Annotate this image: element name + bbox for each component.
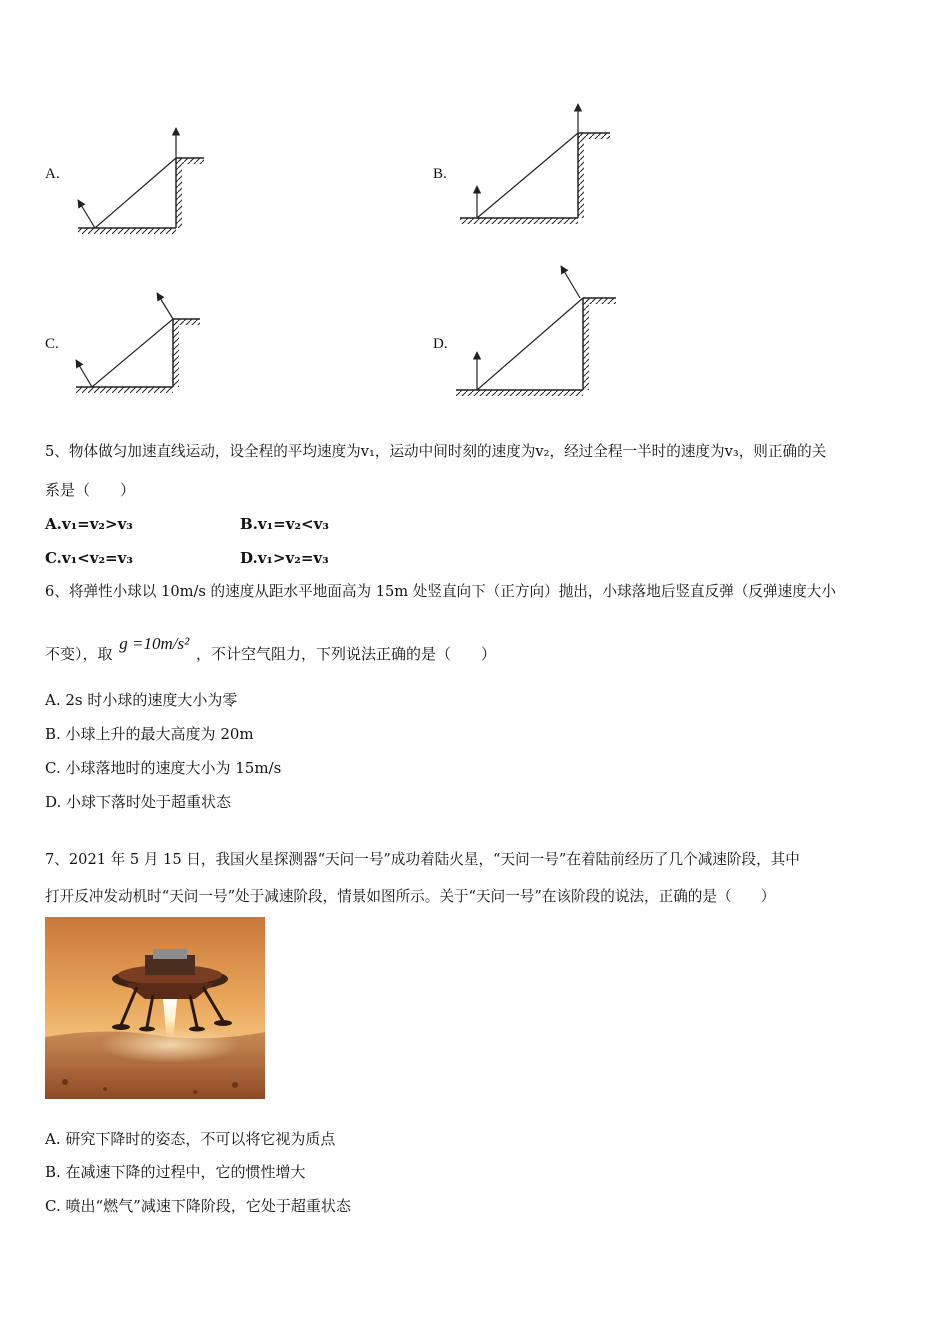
figure-option-a [40, 120, 220, 245]
q5-option-c: C.v₁<v₂=v₃ [45, 549, 133, 567]
q7-option-c: C. 喷出“燃气”减速下降阶段，它处于超重状态 [45, 1197, 351, 1215]
q6-option-d: D. 小球下落时处于超重状态 [45, 793, 232, 811]
q6-option-c: C. 小球落地时的速度大小为 15m/s [45, 759, 282, 777]
q6-stem-line2-post: ，不计空气阻力，下列说法正确的是（ ） [196, 645, 497, 663]
figure-option-b [430, 100, 630, 235]
q5-stem-line1: 5、物体做匀加速直线运动，设全程的平均速度为v₁，运动中间时刻的速度为v₂，经过全程一半时的速度为v₃，则正确的关 [45, 443, 827, 460]
option-b-label: B. [433, 166, 447, 182]
q6-stem-line2-pre: 不变），取 [45, 645, 113, 663]
q6-stem-line1: 6、将弹性小球以 10m/s 的速度从距水平地面高为 15m 处竖直向下（正方向）抛出，小球落地后竖直反弹（反弹速度大小 [45, 583, 836, 600]
q7-stem-line2: 打开反冲发动机时“天问一号”处于减速阶段，情景如图所示。关于“天问一号”在该阶段的说法，正确的是（ ） [45, 888, 776, 905]
q7-stem-line1: 7、2021 年 5 月 15 日，我国火星探测器“天问一号”成功着陆火星，“天问一号”在着陆前经历了几个减速阶段，其中 [45, 851, 800, 868]
q6-stem-line2 [45, 634, 497, 664]
q6-formula: g =10m/s² [119, 634, 190, 653]
q5-option-d: D.v₁>v₂=v₃ [240, 549, 329, 567]
option-d-label: D. [433, 336, 448, 352]
q5-stem-line2: 系是（ ） [45, 481, 136, 499]
mars-lander-image [45, 917, 265, 1099]
q5-option-b: B.v₁=v₂<v₃ [240, 515, 329, 533]
q7-option-a: A. 研究下降时的姿态，不可以将它视为质点 [45, 1130, 336, 1148]
q6-option-b: B. 小球上升的最大高度为 20m [45, 725, 254, 743]
figure-option-c [40, 285, 220, 400]
option-c-label: C. [45, 336, 59, 352]
q7-option-b: B. 在减速下降的过程中，它的惯性增大 [45, 1163, 306, 1181]
figure-option-d [430, 260, 630, 402]
q6-option-a: A. 2s 时小球的速度大小为零 [45, 691, 238, 709]
q5-option-a: A.v₁=v₂>v₃ [45, 515, 133, 533]
option-a-label: A. [45, 166, 60, 182]
